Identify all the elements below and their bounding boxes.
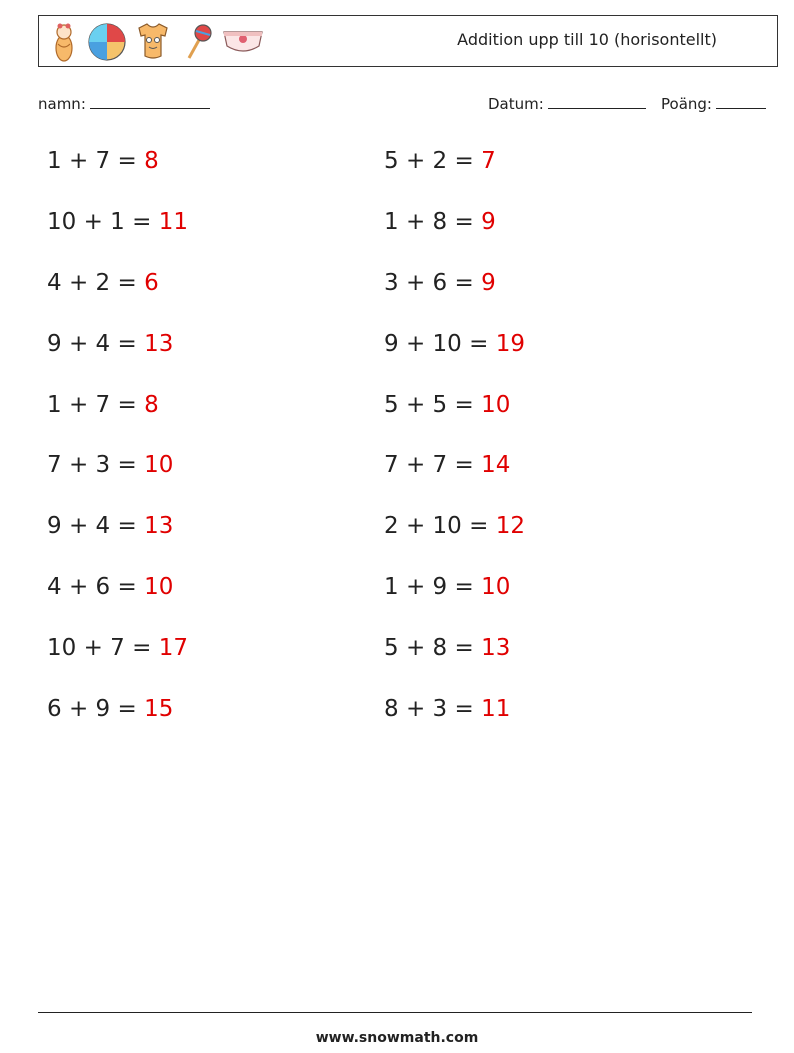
date-label: Datum:	[488, 95, 544, 113]
problem-expression: 5 + 8 =	[384, 635, 482, 661]
problem-item	[384, 270, 496, 296]
beach-ball-icon	[87, 22, 127, 62]
problem-answer: 13	[481, 635, 511, 661]
problem-expression: 9 + 4 =	[47, 331, 145, 357]
problem-answer: 6	[144, 270, 159, 296]
problem-expression: 8 + 3 =	[384, 696, 482, 722]
problem-answer: 15	[144, 696, 174, 722]
problem-item	[47, 696, 173, 722]
problem-answer: 14	[481, 452, 511, 478]
problem-expression: 10 + 7 =	[47, 635, 159, 661]
problem-answer: 10	[144, 452, 174, 478]
problem-item	[47, 331, 173, 357]
worksheet-title: Addition upp till 10 (horisontellt)	[457, 30, 717, 49]
problem-item	[384, 331, 525, 357]
problem-expression: 10 + 1 =	[47, 209, 159, 235]
problem-expression: 1 + 8 =	[384, 209, 482, 235]
problem-answer: 12	[495, 513, 525, 539]
problem-answer: 13	[144, 331, 174, 357]
problem-answer: 10	[481, 392, 511, 418]
problem-answer: 7	[481, 148, 496, 174]
problem-expression: 6 + 9 =	[47, 696, 145, 722]
worksheet-header	[38, 15, 778, 67]
problem-answer: 11	[481, 696, 511, 722]
footer-divider	[38, 1012, 752, 1013]
problem-expression: 7 + 3 =	[47, 452, 145, 478]
problem-expression: 1 + 7 =	[47, 148, 145, 174]
problem-item	[47, 148, 159, 174]
problem-answer: 10	[144, 574, 174, 600]
problem-item	[384, 513, 525, 539]
problem-expression: 9 + 4 =	[47, 513, 145, 539]
rattle-icon	[183, 22, 213, 62]
problem-answer: 9	[481, 270, 496, 296]
problem-expression: 3 + 6 =	[384, 270, 482, 296]
score-blank	[716, 92, 766, 109]
problem-item	[47, 392, 159, 418]
problem-item	[384, 635, 510, 661]
problem-expression: 7 + 7 =	[384, 452, 482, 478]
problem-answer: 13	[144, 513, 174, 539]
problem-item	[384, 696, 510, 722]
name-blank	[90, 92, 210, 109]
problem-item	[47, 270, 159, 296]
problem-answer: 17	[158, 635, 188, 661]
problem-expression: 4 + 6 =	[47, 574, 145, 600]
problem-expression: 1 + 7 =	[47, 392, 145, 418]
problem-item	[47, 574, 173, 600]
problem-item	[47, 513, 173, 539]
problem-expression: 1 + 9 =	[384, 574, 482, 600]
diaper-icon	[221, 22, 265, 62]
problem-item	[384, 148, 496, 174]
problem-answer: 10	[481, 574, 511, 600]
problem-item	[47, 452, 173, 478]
problem-expression: 4 + 2 =	[47, 270, 145, 296]
problem-item	[47, 635, 188, 661]
problem-expression: 5 + 2 =	[384, 148, 482, 174]
problem-answer: 19	[495, 331, 525, 357]
date-blank	[548, 92, 646, 109]
problem-expression: 5 + 5 =	[384, 392, 482, 418]
problem-expression: 2 + 10 =	[384, 513, 496, 539]
date-field	[488, 92, 646, 113]
problem-answer: 8	[144, 148, 159, 174]
problem-answer: 8	[144, 392, 159, 418]
name-field	[38, 92, 210, 113]
problem-item	[384, 452, 510, 478]
name-label: namn:	[38, 95, 86, 113]
score-label: Poäng:	[661, 95, 712, 113]
problem-item	[384, 209, 496, 235]
problem-item	[384, 392, 510, 418]
problem-item	[384, 574, 510, 600]
baby-bodysuit-icon	[135, 22, 171, 62]
problem-expression: 9 + 10 =	[384, 331, 496, 357]
score-field	[661, 92, 766, 113]
problem-item	[47, 209, 188, 235]
footer-url[interactable]: www.snowmath.com	[315, 1030, 479, 1046]
problem-answer: 9	[481, 209, 496, 235]
problem-answer: 11	[158, 209, 188, 235]
swaddled-baby-icon	[51, 22, 77, 62]
